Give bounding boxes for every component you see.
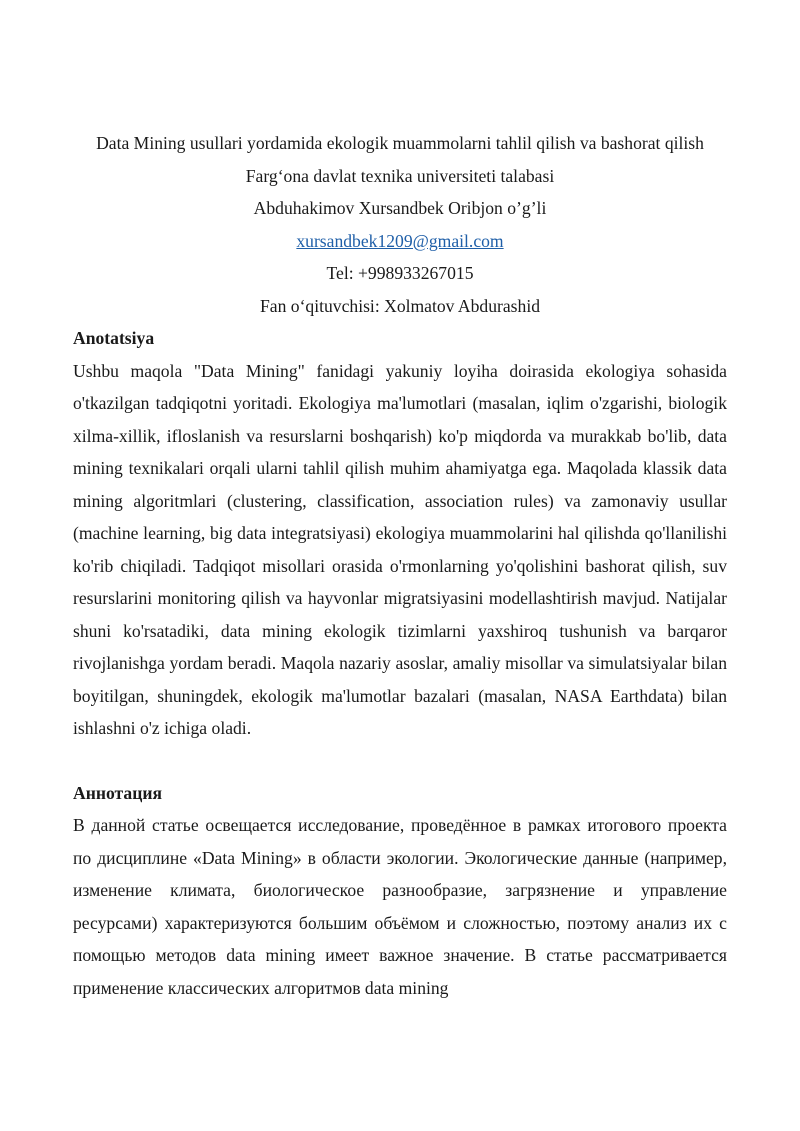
abstract-uz-text: Ushbu maqola "Data Mining" fanidagi yakuniy loyiha doirasida ekologiya sohasida o'tkazilgan tadqiqotni yoritadi. Ekologiya ma'lumotlari (masalan, iqlim o'zgarishi, biologik xilma-xillik, ifloslanish va resurslarni boshqarish) ko'p miqdorda va murakkab bo'lib, data mining texnikalari orqali ularni tahlil qilish muhim ahamiyatga ega. Maqolada klassik data mining algoritmlari (clustering, classification, association rules) va zamonaviy usullar (machine learning, big data integratsiyasi) ekologiya muammolarini hal qilishda qo'llanilishi ko'rib chiqiladi. Tadqiqot misollari orasida o'rmonlarning yo'qolishini bashorat qilish, suv resurslarini monitoring qilish va hayvonlar migratsiyasini modellashtirish mavjud. Natijalar shuni ko'rsatadiki, data mining ekologik tizimlarni yaxshiroq tushunish va barqaror rivojlanishga yordam beradi. Maqola nazariy asoslar, amaliy misollar va simulatsiyalar bilan boyitilgan, shuningdek, ekologik ma'lumotlar bazalari (masalan, NASA Earthdata) bilan ishlashni o'z ichiga oladi. [73,360,727,738]
paper-title: Data Mining usullari yordamida ekologik muammolarni tahlil qilish va bashorat qilish [96,133,704,153]
author-email-row [73,225,727,258]
teacher-name: Fan o‘qituvchisi: Xolmatov Abdurashid [259,295,540,316]
section-spacer [73,745,727,777]
author-phone: Tel: +998933267015 [326,263,474,283]
author-name: Abduhakimov Xursandbek Oribjon o’g’li [253,198,547,218]
author-affiliation: Farg‘ona davlat texnika universiteti talabasi [245,165,555,186]
paper-page [73,127,727,1004]
author-email-link[interactable]: xursandbek1209@gmail.com [296,230,504,251]
abstract-uz-heading: Anotatsiya [73,328,155,348]
abstract-ru-text: В данной статье освещается исследование, проведённое в рамках итогового проекта по дисциплине «Data Mining» в области экологии. Экологические данные (например, изменение климата, биологическое разнообразие, загрязнение и управление ресурсами) характеризуются большим объёмом и сложностью, поэтому анализ их с помощью методов data mining имеет важное значение. В статье рассматривается применение классических алгоритмов data mining [73,815,727,998]
abstract-ru-heading: Аннотация [73,782,162,803]
